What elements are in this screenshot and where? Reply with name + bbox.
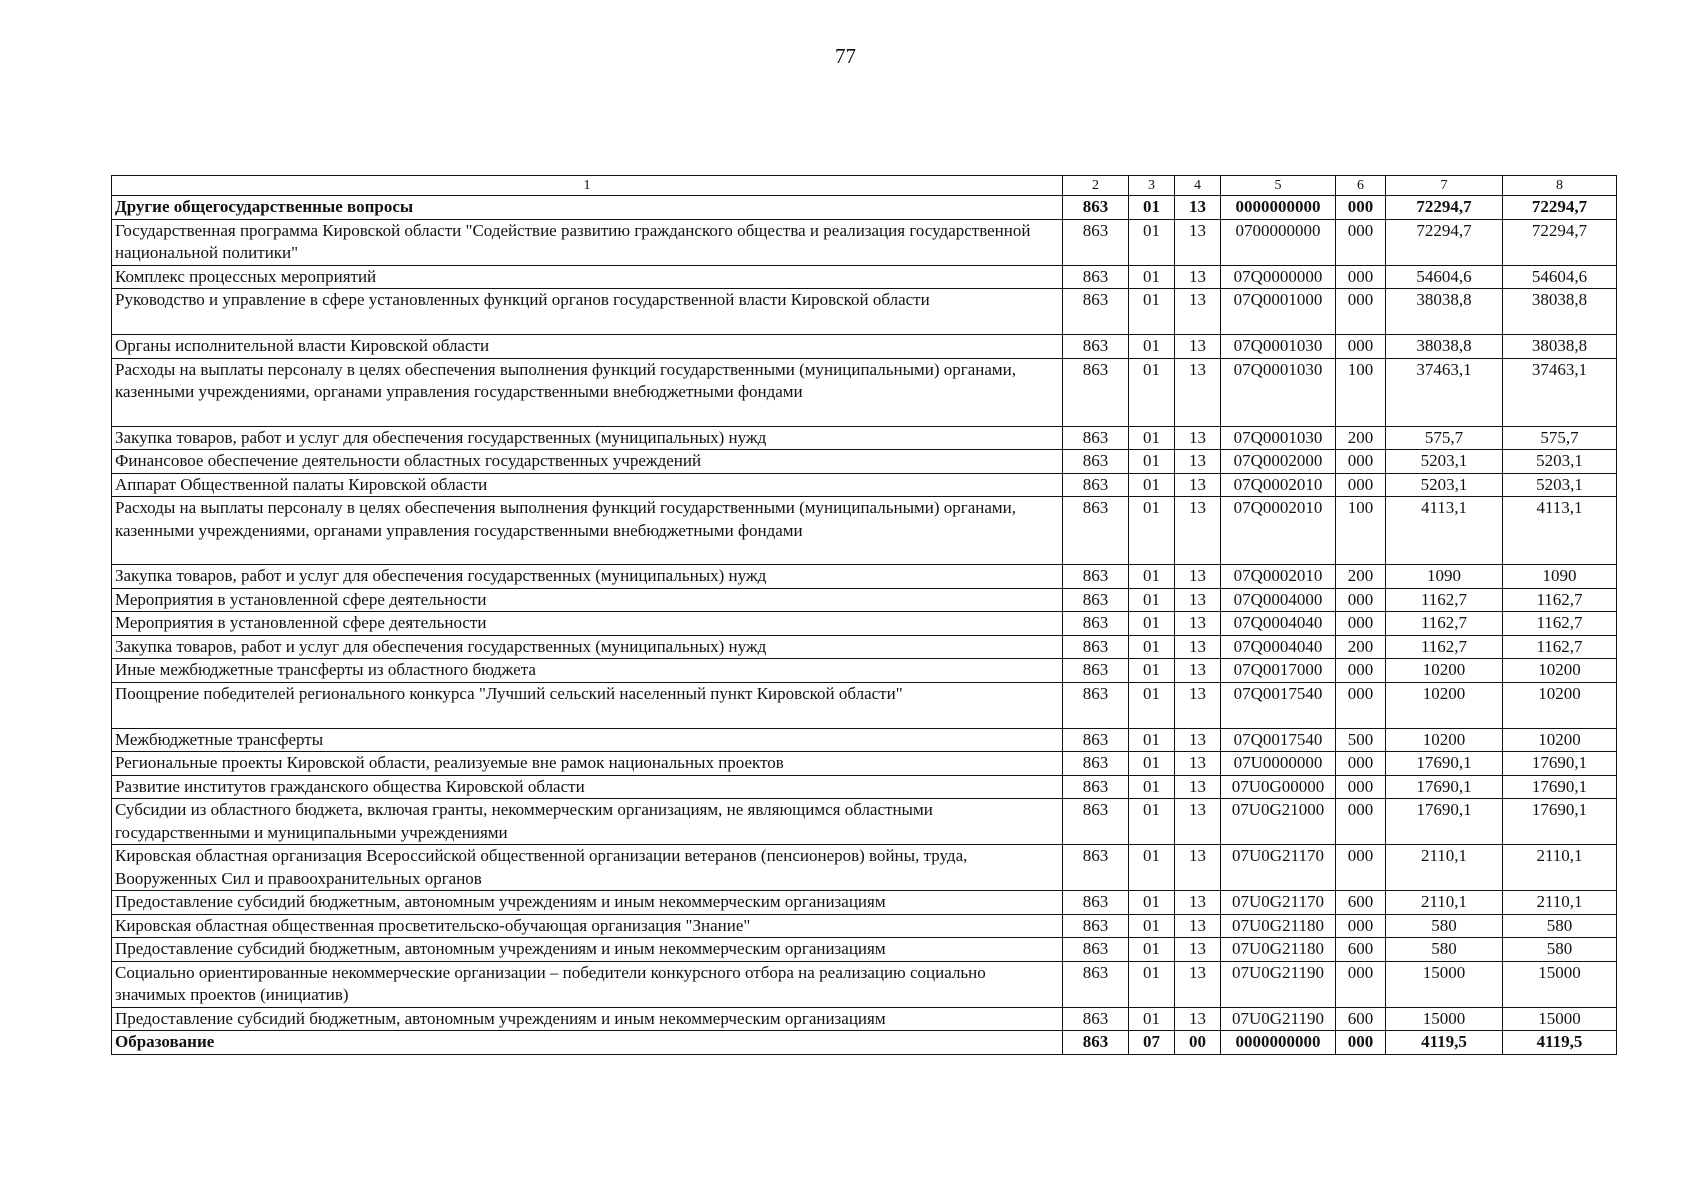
amount-alt-cell: 10200 <box>1503 728 1617 752</box>
subsection-cell: 13 <box>1175 891 1221 915</box>
amount-cell: 15000 <box>1386 1007 1503 1031</box>
target-item-cell: 07Q0017540 <box>1221 728 1336 752</box>
table-row <box>112 358 1617 426</box>
page-number: 77 <box>835 44 856 68</box>
department-code-cell: 863 <box>1063 682 1129 728</box>
subsection-cell: 13 <box>1175 775 1221 799</box>
amount-cell: 1090 <box>1386 565 1503 589</box>
target-item-cell: 07Q0000000 <box>1221 265 1336 289</box>
target-item-cell: 07U0G21000 <box>1221 799 1336 845</box>
target-item-cell: 07U0G21170 <box>1221 891 1336 915</box>
name-cell: Межбюджетные трансферты <box>112 728 1063 752</box>
department-code-cell: 863 <box>1063 497 1129 565</box>
expense-type-cell: 000 <box>1336 450 1386 474</box>
table-row <box>112 219 1617 265</box>
amount-alt-cell: 72294,7 <box>1503 196 1617 220</box>
department-code-cell: 863 <box>1063 588 1129 612</box>
section-cell: 01 <box>1129 612 1175 636</box>
table-row <box>112 914 1617 938</box>
expense-type-cell: 000 <box>1336 752 1386 776</box>
amount-alt-cell: 5203,1 <box>1503 473 1617 497</box>
expense-type-cell: 000 <box>1336 845 1386 891</box>
target-item-cell: 07Q0001030 <box>1221 358 1336 426</box>
section-cell: 01 <box>1129 265 1175 289</box>
table-row <box>112 659 1617 683</box>
department-code-cell: 863 <box>1063 1007 1129 1031</box>
amount-alt-cell: 2110,1 <box>1503 845 1617 891</box>
amount-cell: 5203,1 <box>1386 473 1503 497</box>
table-row <box>112 752 1617 776</box>
amount-alt-cell: 580 <box>1503 938 1617 962</box>
subsection-cell: 13 <box>1175 938 1221 962</box>
expense-type-cell: 000 <box>1336 1031 1386 1055</box>
section-cell: 01 <box>1129 799 1175 845</box>
expense-type-cell: 000 <box>1336 289 1386 335</box>
amount-alt-cell: 1162,7 <box>1503 588 1617 612</box>
section-cell: 01 <box>1129 335 1175 359</box>
amount-cell: 72294,7 <box>1386 219 1503 265</box>
name-cell: Региональные проекты Кировской области, реализуемые вне рамок национальных проектов <box>112 752 1063 776</box>
table-row <box>112 473 1617 497</box>
table-row <box>112 497 1617 565</box>
section-cell: 01 <box>1129 775 1175 799</box>
column-header: 3 <box>1129 176 1175 196</box>
column-header: 2 <box>1063 176 1129 196</box>
department-code-cell: 863 <box>1063 358 1129 426</box>
department-code-cell: 863 <box>1063 845 1129 891</box>
expense-type-cell: 000 <box>1336 799 1386 845</box>
expense-type-cell: 200 <box>1336 635 1386 659</box>
amount-cell: 72294,7 <box>1386 196 1503 220</box>
section-cell: 01 <box>1129 682 1175 728</box>
department-code-cell: 863 <box>1063 752 1129 776</box>
target-item-cell: 0000000000 <box>1221 196 1336 220</box>
amount-alt-cell: 17690,1 <box>1503 799 1617 845</box>
department-code-cell: 863 <box>1063 728 1129 752</box>
expense-type-cell: 000 <box>1336 914 1386 938</box>
expense-type-cell: 600 <box>1336 891 1386 915</box>
subsection-cell: 13 <box>1175 335 1221 359</box>
target-item-cell: 07U0G21190 <box>1221 961 1336 1007</box>
department-code-cell: 863 <box>1063 335 1129 359</box>
expense-type-cell: 600 <box>1336 1007 1386 1031</box>
subsection-cell: 13 <box>1175 358 1221 426</box>
table-row <box>112 265 1617 289</box>
department-code-cell: 863 <box>1063 612 1129 636</box>
target-item-cell: 07U0G21170 <box>1221 845 1336 891</box>
amount-alt-cell: 15000 <box>1503 1007 1617 1031</box>
section-cell: 01 <box>1129 891 1175 915</box>
table-row <box>112 588 1617 612</box>
amount-cell: 54604,6 <box>1386 265 1503 289</box>
name-cell: Другие общегосударственные вопросы <box>112 196 1063 220</box>
section-cell: 01 <box>1129 635 1175 659</box>
name-cell: Закупка товаров, работ и услуг для обеспечения государственных (муниципальных) нужд <box>112 426 1063 450</box>
department-code-cell: 863 <box>1063 473 1129 497</box>
amount-cell: 580 <box>1386 938 1503 962</box>
subsection-cell: 13 <box>1175 682 1221 728</box>
expense-type-cell: 000 <box>1336 196 1386 220</box>
column-header: 1 <box>112 176 1063 196</box>
name-cell: Кировская областная организация Всероссийской общественной организации ветеранов (пенсионеров) войны, труда, Вооруженных Сил и правоохранительных органов <box>112 845 1063 891</box>
amount-cell: 38038,8 <box>1386 289 1503 335</box>
expense-type-cell: 200 <box>1336 565 1386 589</box>
department-code-cell: 863 <box>1063 961 1129 1007</box>
target-item-cell: 07Q0004040 <box>1221 612 1336 636</box>
table-row <box>112 891 1617 915</box>
name-cell: Мероприятия в установленной сфере деятельности <box>112 588 1063 612</box>
amount-cell: 10200 <box>1386 659 1503 683</box>
section-cell: 01 <box>1129 961 1175 1007</box>
department-code-cell: 863 <box>1063 914 1129 938</box>
target-item-cell: 07Q0004040 <box>1221 635 1336 659</box>
expense-type-cell: 000 <box>1336 961 1386 1007</box>
target-item-cell: 0700000000 <box>1221 219 1336 265</box>
section-cell: 01 <box>1129 659 1175 683</box>
subsection-cell: 13 <box>1175 473 1221 497</box>
target-item-cell: 07U0G21180 <box>1221 914 1336 938</box>
section-cell: 01 <box>1129 289 1175 335</box>
table-row <box>112 1007 1617 1031</box>
expense-type-cell: 100 <box>1336 358 1386 426</box>
subsection-cell: 13 <box>1175 961 1221 1007</box>
department-code-cell: 863 <box>1063 938 1129 962</box>
table-row <box>112 682 1617 728</box>
department-code-cell: 863 <box>1063 565 1129 589</box>
department-code-cell: 863 <box>1063 659 1129 683</box>
table-row <box>112 845 1617 891</box>
subsection-cell: 13 <box>1175 565 1221 589</box>
name-cell: Предоставление субсидий бюджетным, автономным учреждениям и иным некоммерческим организациям <box>112 891 1063 915</box>
column-header: 4 <box>1175 176 1221 196</box>
section-cell: 01 <box>1129 1007 1175 1031</box>
amount-cell: 4113,1 <box>1386 497 1503 565</box>
expense-type-cell: 200 <box>1336 426 1386 450</box>
table-row <box>112 565 1617 589</box>
name-cell: Мероприятия в установленной сфере деятельности <box>112 612 1063 636</box>
table-row <box>112 450 1617 474</box>
amount-alt-cell: 1162,7 <box>1503 635 1617 659</box>
amount-cell: 37463,1 <box>1386 358 1503 426</box>
amount-cell: 15000 <box>1386 961 1503 1007</box>
name-cell: Социально ориентированные некоммерческие организации – победители конкурсного отбора на реализацию социально значимых проектов (инициатив) <box>112 961 1063 1007</box>
table-row <box>112 799 1617 845</box>
amount-alt-cell: 17690,1 <box>1503 752 1617 776</box>
subsection-cell: 13 <box>1175 450 1221 474</box>
amount-cell: 580 <box>1386 914 1503 938</box>
department-code-cell: 863 <box>1063 426 1129 450</box>
target-item-cell: 07Q0001030 <box>1221 335 1336 359</box>
section-cell: 01 <box>1129 938 1175 962</box>
amount-alt-cell: 38038,8 <box>1503 289 1617 335</box>
table-row <box>112 1031 1617 1055</box>
amount-alt-cell: 37463,1 <box>1503 358 1617 426</box>
amount-alt-cell: 1090 <box>1503 565 1617 589</box>
department-code-cell: 863 <box>1063 219 1129 265</box>
expense-type-cell: 000 <box>1336 612 1386 636</box>
table-row <box>112 196 1617 220</box>
section-cell: 01 <box>1129 845 1175 891</box>
subsection-cell: 13 <box>1175 799 1221 845</box>
column-header: 5 <box>1221 176 1336 196</box>
section-cell: 01 <box>1129 497 1175 565</box>
name-cell: Предоставление субсидий бюджетным, автономным учреждениям и иным некоммерческим организациям <box>112 938 1063 962</box>
amount-alt-cell: 2110,1 <box>1503 891 1617 915</box>
name-cell: Субсидии из областного бюджета, включая гранты, некоммерческим организациям, не являющимся областными государственными и муниципальными учреждениями <box>112 799 1063 845</box>
subsection-cell: 13 <box>1175 426 1221 450</box>
name-cell: Закупка товаров, работ и услуг для обеспечения государственных (муниципальных) нужд <box>112 565 1063 589</box>
department-code-cell: 863 <box>1063 799 1129 845</box>
table-row <box>112 635 1617 659</box>
amount-alt-cell: 1162,7 <box>1503 612 1617 636</box>
name-cell: Расходы на выплаты персоналу в целях обеспечения выполнения функций государственными (муниципальными) органами, казенными учреждениями, органами управления государственными внебюджетными фондами <box>112 497 1063 565</box>
expense-type-cell: 000 <box>1336 682 1386 728</box>
target-item-cell: 07Q0001030 <box>1221 426 1336 450</box>
department-code-cell: 863 <box>1063 450 1129 474</box>
amount-alt-cell: 54604,6 <box>1503 265 1617 289</box>
name-cell: Аппарат Общественной палаты Кировской области <box>112 473 1063 497</box>
table-row <box>112 961 1617 1007</box>
subsection-cell: 13 <box>1175 289 1221 335</box>
department-code-cell: 863 <box>1063 775 1129 799</box>
name-cell: Финансовое обеспечение деятельности областных государственных учреждений <box>112 450 1063 474</box>
amount-cell: 17690,1 <box>1386 799 1503 845</box>
amount-alt-cell: 72294,7 <box>1503 219 1617 265</box>
amount-alt-cell: 4119,5 <box>1503 1031 1617 1055</box>
table-row <box>112 775 1617 799</box>
column-header: 8 <box>1503 176 1617 196</box>
name-cell: Развитие институтов гражданского общества Кировской области <box>112 775 1063 799</box>
name-cell: Комплекс процессных мероприятий <box>112 265 1063 289</box>
amount-alt-cell: 10200 <box>1503 682 1617 728</box>
amount-alt-cell: 4113,1 <box>1503 497 1617 565</box>
column-header: 6 <box>1336 176 1386 196</box>
department-code-cell: 863 <box>1063 1031 1129 1055</box>
name-cell: Расходы на выплаты персоналу в целях обеспечения выполнения функций государственными (муниципальными) органами, казенными учреждениями, органами управления государственными внебюджетными фондами <box>112 358 1063 426</box>
target-item-cell: 07Q0017000 <box>1221 659 1336 683</box>
section-cell: 01 <box>1129 914 1175 938</box>
target-item-cell: 07U0G21190 <box>1221 1007 1336 1031</box>
amount-alt-cell: 10200 <box>1503 659 1617 683</box>
column-header: 7 <box>1386 176 1503 196</box>
table-row <box>112 728 1617 752</box>
subsection-cell: 13 <box>1175 635 1221 659</box>
subsection-cell: 13 <box>1175 265 1221 289</box>
subsection-cell: 13 <box>1175 1007 1221 1031</box>
amount-alt-cell: 575,7 <box>1503 426 1617 450</box>
amount-cell: 2110,1 <box>1386 891 1503 915</box>
name-cell: Руководство и управление в сфере установленных функций органов государственной власти Кировской области <box>112 289 1063 335</box>
target-item-cell: 07Q0002000 <box>1221 450 1336 474</box>
amount-cell: 10200 <box>1386 682 1503 728</box>
amount-alt-cell: 580 <box>1503 914 1617 938</box>
expense-type-cell: 000 <box>1336 659 1386 683</box>
amount-alt-cell: 38038,8 <box>1503 335 1617 359</box>
expense-type-cell: 000 <box>1336 775 1386 799</box>
subsection-cell: 13 <box>1175 497 1221 565</box>
target-item-cell: 0000000000 <box>1221 1031 1336 1055</box>
target-item-cell: 07Q0002010 <box>1221 473 1336 497</box>
expense-type-cell: 000 <box>1336 265 1386 289</box>
table-row <box>112 335 1617 359</box>
expense-type-cell: 500 <box>1336 728 1386 752</box>
section-cell: 01 <box>1129 728 1175 752</box>
amount-cell: 38038,8 <box>1386 335 1503 359</box>
expense-type-cell: 000 <box>1336 473 1386 497</box>
department-code-cell: 863 <box>1063 635 1129 659</box>
expense-type-cell: 000 <box>1336 335 1386 359</box>
amount-cell: 575,7 <box>1386 426 1503 450</box>
amount-cell: 17690,1 <box>1386 775 1503 799</box>
section-cell: 01 <box>1129 450 1175 474</box>
subsection-cell: 13 <box>1175 612 1221 636</box>
table-body <box>112 176 1617 1055</box>
name-cell: Предоставление субсидий бюджетным, автономным учреждениям и иным некоммерческим организациям <box>112 1007 1063 1031</box>
amount-cell: 5203,1 <box>1386 450 1503 474</box>
subsection-cell: 13 <box>1175 659 1221 683</box>
name-cell: Органы исполнительной власти Кировской области <box>112 335 1063 359</box>
target-item-cell: 07Q0017540 <box>1221 682 1336 728</box>
amount-alt-cell: 17690,1 <box>1503 775 1617 799</box>
subsection-cell: 13 <box>1175 845 1221 891</box>
expense-type-cell: 000 <box>1336 588 1386 612</box>
expense-type-cell: 100 <box>1336 497 1386 565</box>
department-code-cell: 863 <box>1063 289 1129 335</box>
amount-cell: 2110,1 <box>1386 845 1503 891</box>
amount-cell: 4119,5 <box>1386 1031 1503 1055</box>
amount-cell: 1162,7 <box>1386 635 1503 659</box>
target-item-cell: 07Q0004000 <box>1221 588 1336 612</box>
target-item-cell: 07Q0002010 <box>1221 497 1336 565</box>
expense-type-cell: 600 <box>1336 938 1386 962</box>
subsection-cell: 13 <box>1175 752 1221 776</box>
target-item-cell: 07U0G00000 <box>1221 775 1336 799</box>
subsection-cell: 00 <box>1175 1031 1221 1055</box>
target-item-cell: 07Q0002010 <box>1221 565 1336 589</box>
name-cell: Кировская областная общественная просветительско-обучающая организация "Знание" <box>112 914 1063 938</box>
table-row <box>112 612 1617 636</box>
target-item-cell: 07U0G21180 <box>1221 938 1336 962</box>
section-cell: 01 <box>1129 426 1175 450</box>
amount-cell: 1162,7 <box>1386 588 1503 612</box>
section-cell: 01 <box>1129 565 1175 589</box>
expense-type-cell: 000 <box>1336 219 1386 265</box>
amount-alt-cell: 5203,1 <box>1503 450 1617 474</box>
amount-cell: 1162,7 <box>1386 612 1503 636</box>
name-cell: Государственная программа Кировской области "Содействие развитию гражданского общества и реализация государственной национальной политики" <box>112 219 1063 265</box>
subsection-cell: 13 <box>1175 196 1221 220</box>
table-row <box>112 426 1617 450</box>
name-cell: Поощрение победителей регионального конкурса "Лучший сельский населенный пункт Кировской области" <box>112 682 1063 728</box>
department-code-cell: 863 <box>1063 891 1129 915</box>
department-code-cell: 863 <box>1063 265 1129 289</box>
section-cell: 01 <box>1129 588 1175 612</box>
budget-table <box>111 175 1617 1055</box>
table-row <box>112 938 1617 962</box>
subsection-cell: 13 <box>1175 728 1221 752</box>
subsection-cell: 13 <box>1175 219 1221 265</box>
name-cell: Образование <box>112 1031 1063 1055</box>
name-cell: Закупка товаров, работ и услуг для обеспечения государственных (муниципальных) нужд <box>112 635 1063 659</box>
section-cell: 01 <box>1129 473 1175 497</box>
subsection-cell: 13 <box>1175 588 1221 612</box>
section-cell: 01 <box>1129 358 1175 426</box>
section-cell: 01 <box>1129 219 1175 265</box>
amount-cell: 10200 <box>1386 728 1503 752</box>
department-code-cell: 863 <box>1063 196 1129 220</box>
section-cell: 01 <box>1129 752 1175 776</box>
target-item-cell: 07U0000000 <box>1221 752 1336 776</box>
target-item-cell: 07Q0001000 <box>1221 289 1336 335</box>
header-row <box>112 176 1617 196</box>
section-cell: 07 <box>1129 1031 1175 1055</box>
name-cell: Иные межбюджетные трансферты из областного бюджета <box>112 659 1063 683</box>
table-row <box>112 289 1617 335</box>
amount-cell: 17690,1 <box>1386 752 1503 776</box>
amount-alt-cell: 15000 <box>1503 961 1617 1007</box>
subsection-cell: 13 <box>1175 914 1221 938</box>
section-cell: 01 <box>1129 196 1175 220</box>
